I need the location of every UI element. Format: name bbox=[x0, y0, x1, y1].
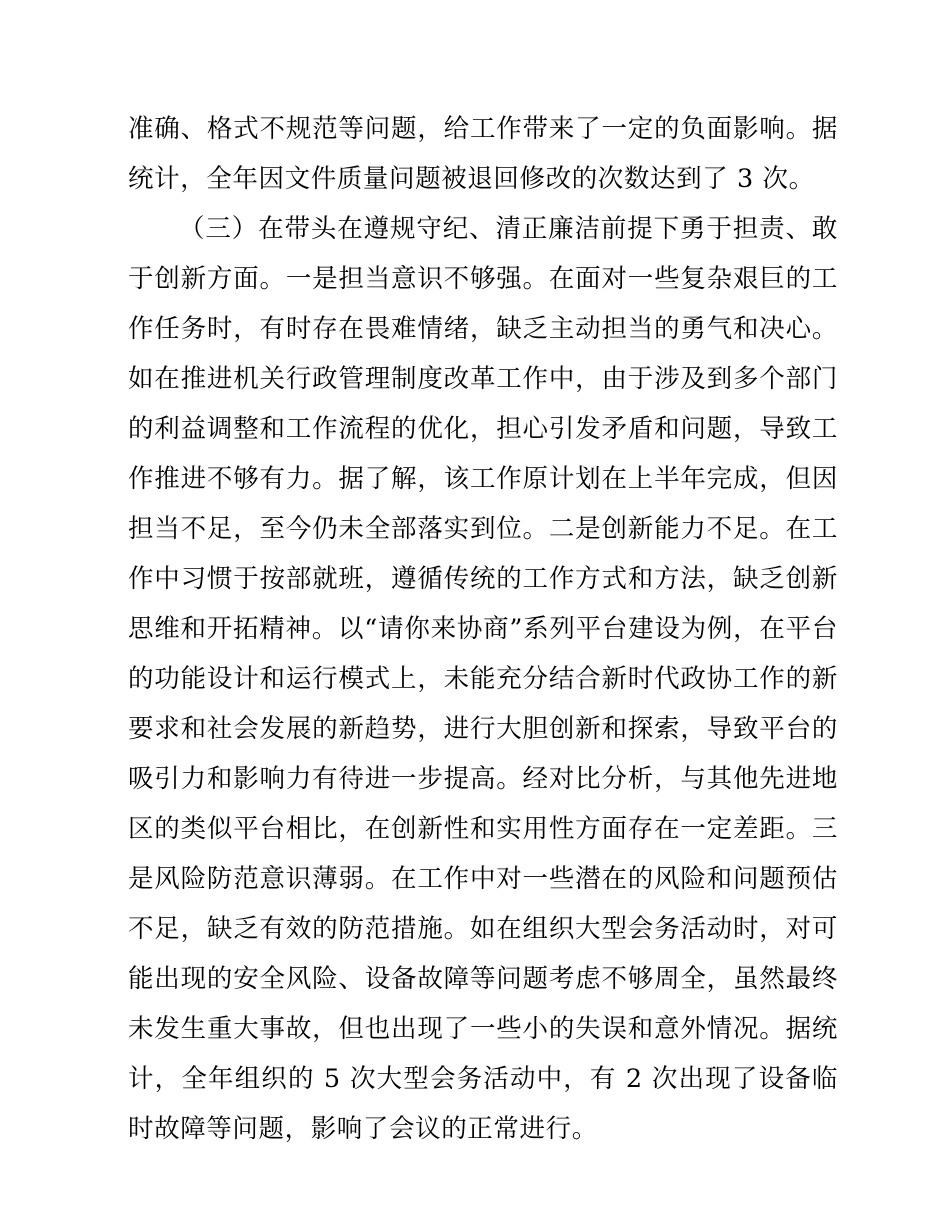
document-body bbox=[128, 104, 838, 1154]
paragraph-section-three: （三）在带头在遵规守纪、清正廉洁前提下勇于担责、敢于创新方面。一是担当意识不够强。在面对一些复杂艰巨的工作任务时，有时存在畏难情绪，缺乏主动担当的勇气和决心。如在推进机关行政管理制度改革工作中，由于涉及到多个部门的利益调整和工作流程的优化，担心引发矛盾和问题，导致工作推进不够有力。据了解，该工作原计划在上半年完成，但因担当不足，至今仍未全部落实到位。二是创新能力不足。在工作中习惯于按部就班，遵循传统的工作方式和方法，缺乏创新思维和开拓精神。以“请你来协商”系列平台建设为例，在平台的功能设计和运行模式上，未能充分结合新时代政协工作的新要求和社会发展的新趋势，进行大胆创新和探索，导致平台的吸引力和影响力有待进一步提高。经对比分析，与其他先进地区的类似平台相比，在创新性和实用性方面存在一定差距。三是风险防范意识薄弱。在工作中对一些潜在的风险和问题预估不足，缺乏有效的防范措施。如在组织大型会务活动时，对可能出现的安全风险、设备故障等问题考虑不够周全，虽然最终未发生重大事故，但也出现了一些小的失误和意外情况。据统计，全年组织的 5 次大型会务活动中，有 2 次出现了设备临时故障等问题，影响了会议的正常进行。 bbox=[128, 214, 838, 1144]
paragraph-continuation: 准确、格式不规范等问题，给工作带来了一定的负面影响。据统计，全年因文件质量问题被退回修改的次数达到了 3 次。 bbox=[128, 114, 838, 194]
